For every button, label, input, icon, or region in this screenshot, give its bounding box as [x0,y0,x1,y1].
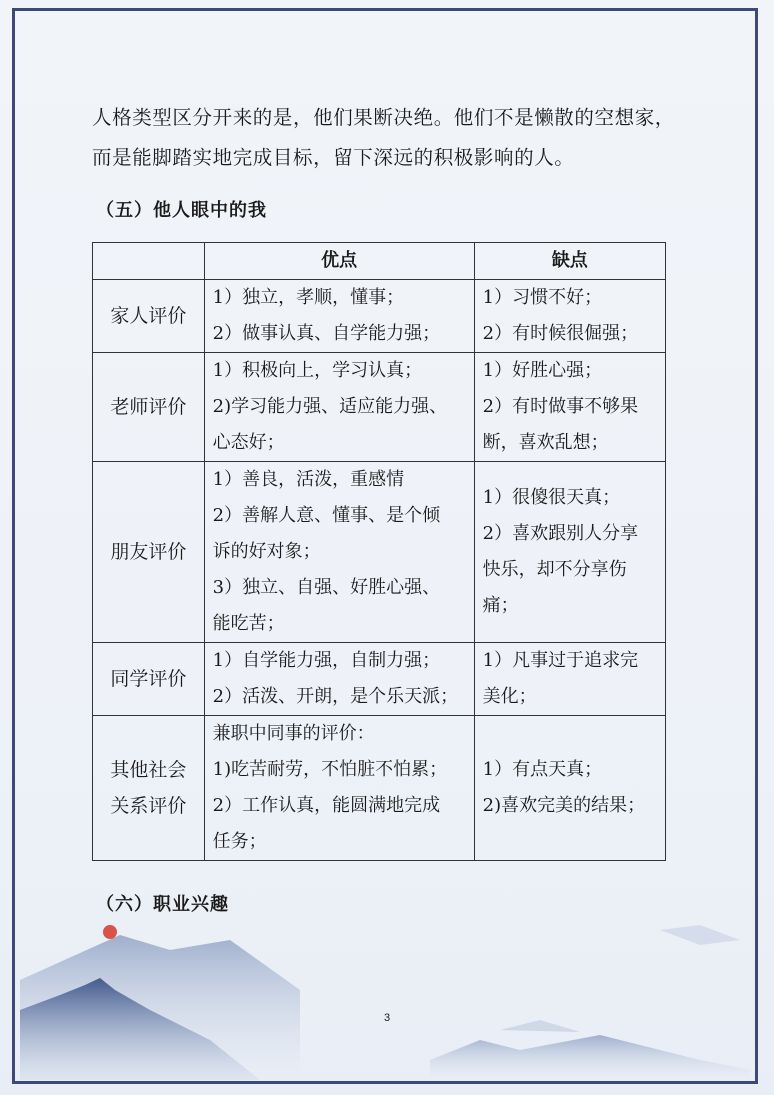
cons-cell [474,280,665,353]
cons-line: 1）有点天真； [482,759,603,780]
evaluation-table [92,242,666,861]
section-heading-others-view: （五）他人眼中的我 [96,200,267,221]
row-label-line: 老师评价 [110,396,187,418]
pros-line: 1）独立，孝顺，懂事； [212,287,405,308]
pros-cell [204,716,474,861]
cons-line: 痛； [482,595,519,616]
cons-line: 1）好胜心强； [482,360,603,381]
pros-line: 2）活泼、开朗，是个乐天派； [212,686,459,707]
row-label-line: 家人评价 [110,305,187,327]
pros-line: 1）善良，活泼，重感情 [212,469,405,490]
paragraph-line: 而是能脚踏实地完成目标，留下深远的积极影响的人。 [92,146,575,169]
pros-cell [204,643,474,716]
cons-line: 断，喜欢乱想； [482,432,609,453]
page-number: 3 [383,1012,391,1024]
row-label-line: 同学评价 [110,668,187,690]
row-label-line: 朋友评价 [110,541,187,563]
row-label [93,353,205,462]
pros-line: 诉的好对象； [212,541,321,562]
cons-line: 美化； [482,686,537,707]
row-label [93,716,205,861]
table-row [93,716,666,861]
pros-cell [204,353,474,462]
cons-line: 2）有时候很倔强； [482,323,639,344]
pros-line: 2）做事认真、自学能力强； [212,323,441,344]
table-row [93,280,666,353]
cons-cell [474,643,665,716]
row-label-line: 关系评价 [110,795,187,817]
cons-cell [474,462,665,643]
pros-line: 任务； [212,831,267,852]
pros-line: 1）积极向上，学习认真； [212,360,423,381]
row-label [93,462,205,643]
cons-cell [474,716,665,861]
cons-line: 2)喜欢完美的结果； [482,795,646,816]
table-header-row [93,243,666,280]
cons-cell [474,353,665,462]
cons-line: 2）喜欢跟别人分享 [482,523,639,544]
table-row [93,462,666,643]
pros-line: 1）自学能力强，自制力强； [212,650,441,671]
header-corner [93,243,205,280]
cons-line: 1）凡事过于追求完 [482,650,639,671]
cons-line: 1）很傻很天真； [482,487,621,508]
pros-line: 心态好； [212,432,285,453]
cons-line: 快乐，却不分享伤 [482,559,627,580]
pros-cell [204,462,474,643]
pros-line: 能吃苦； [212,613,285,634]
table-row [93,643,666,716]
pros-line: 2）工作认真，能圆满地完成 [212,795,441,816]
row-label [93,643,205,716]
pros-line: 1)吃苦耐劳，不怕脏不怕累； [212,759,448,780]
header-pros: 优点 [204,243,474,280]
cons-line: 1）习惯不好； [482,287,603,308]
pros-cell [204,280,474,353]
row-label [93,280,205,353]
pros-line: 兼职中同事的评价： [212,723,375,744]
pros-line: 2）善解人意、懂事、是个倾 [212,505,441,526]
pros-line: 2)学习能力强、适应能力强、 [212,396,448,417]
paragraph-line: 人格类型区分开来的是，他们果断决绝。他们不是懒散的空想家， [92,106,675,129]
pros-line: 3）独立、自强、好胜心强、 [212,577,441,598]
header-cons: 缺点 [474,243,665,280]
intro-paragraph [92,98,682,178]
section-heading-career-interest: （六）职业兴趣 [96,894,229,915]
cons-line: 2）有时做事不够果 [482,396,639,417]
table-row [93,353,666,462]
row-label-line: 其他社会 [110,759,187,781]
